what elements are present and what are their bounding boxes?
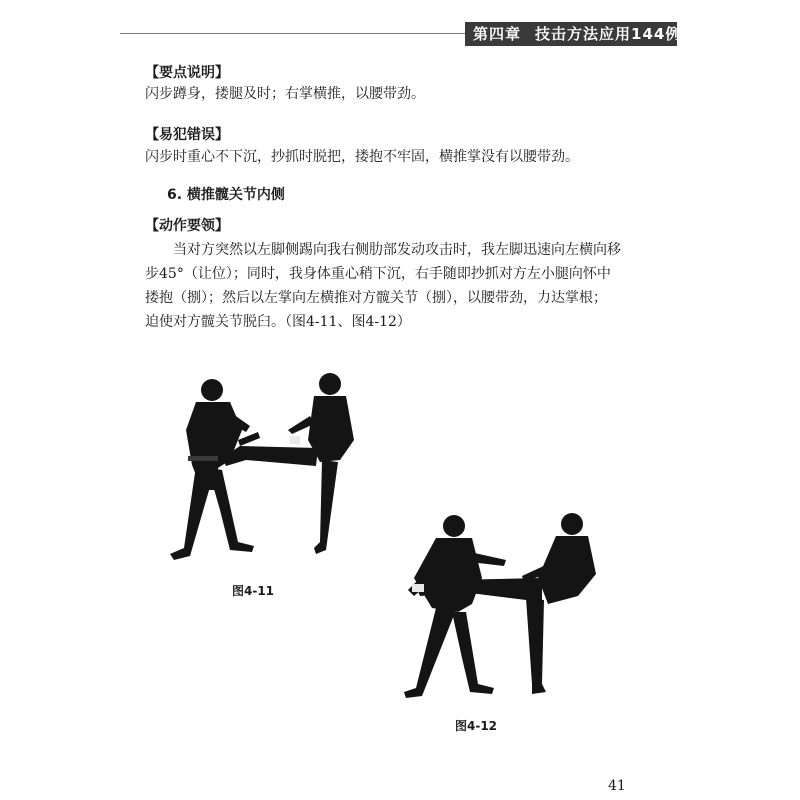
- technique-title: 6. 横推髋关节内侧: [167, 187, 285, 203]
- heading-key-points: 【要点说明】: [145, 65, 229, 81]
- heading-common-errors: 【易犯错误】: [145, 127, 229, 143]
- action-line-1: 当对方突然以左脚侧踢向我右侧肋部发动攻击时，我左脚迅速向左横向移: [145, 242, 621, 258]
- header-chapter: 第四章: [473, 25, 522, 43]
- heading-action-essentials: 【动作要领】: [145, 218, 229, 234]
- running-header: [465, 22, 682, 46]
- page-number: 41: [608, 778, 626, 794]
- figure-4-12-photo: [392, 508, 602, 704]
- header-rule: [120, 33, 465, 34]
- figure-4-11-caption: 图4-11: [232, 584, 275, 598]
- action-line-3: 搂抱（捌）；然后以左掌向左横推对方髋关节（捌），以腰带劲，力达掌根；: [145, 290, 607, 306]
- action-line-4: 迫使对方髋关节脱臼。（图4-11、图4-12）: [145, 314, 411, 330]
- key-points-text: 闪步蹲身，搂腿及时；右掌横推，以腰带劲。: [145, 86, 425, 102]
- action-line-2: 步45°（让位）；同时，我身体重心稍下沉，右手随即抄抓对方左小腿向怀中: [145, 266, 611, 282]
- figure-4-11-photo: [150, 370, 360, 570]
- common-errors-text: 闪步时重心不下沉，抄抓时脱把，搂抱不牢固，横推掌没有以腰带劲。: [145, 149, 579, 165]
- figure-4-12-caption: 图4-12: [455, 719, 498, 733]
- header-section: 技击方法应用144例: [535, 25, 682, 43]
